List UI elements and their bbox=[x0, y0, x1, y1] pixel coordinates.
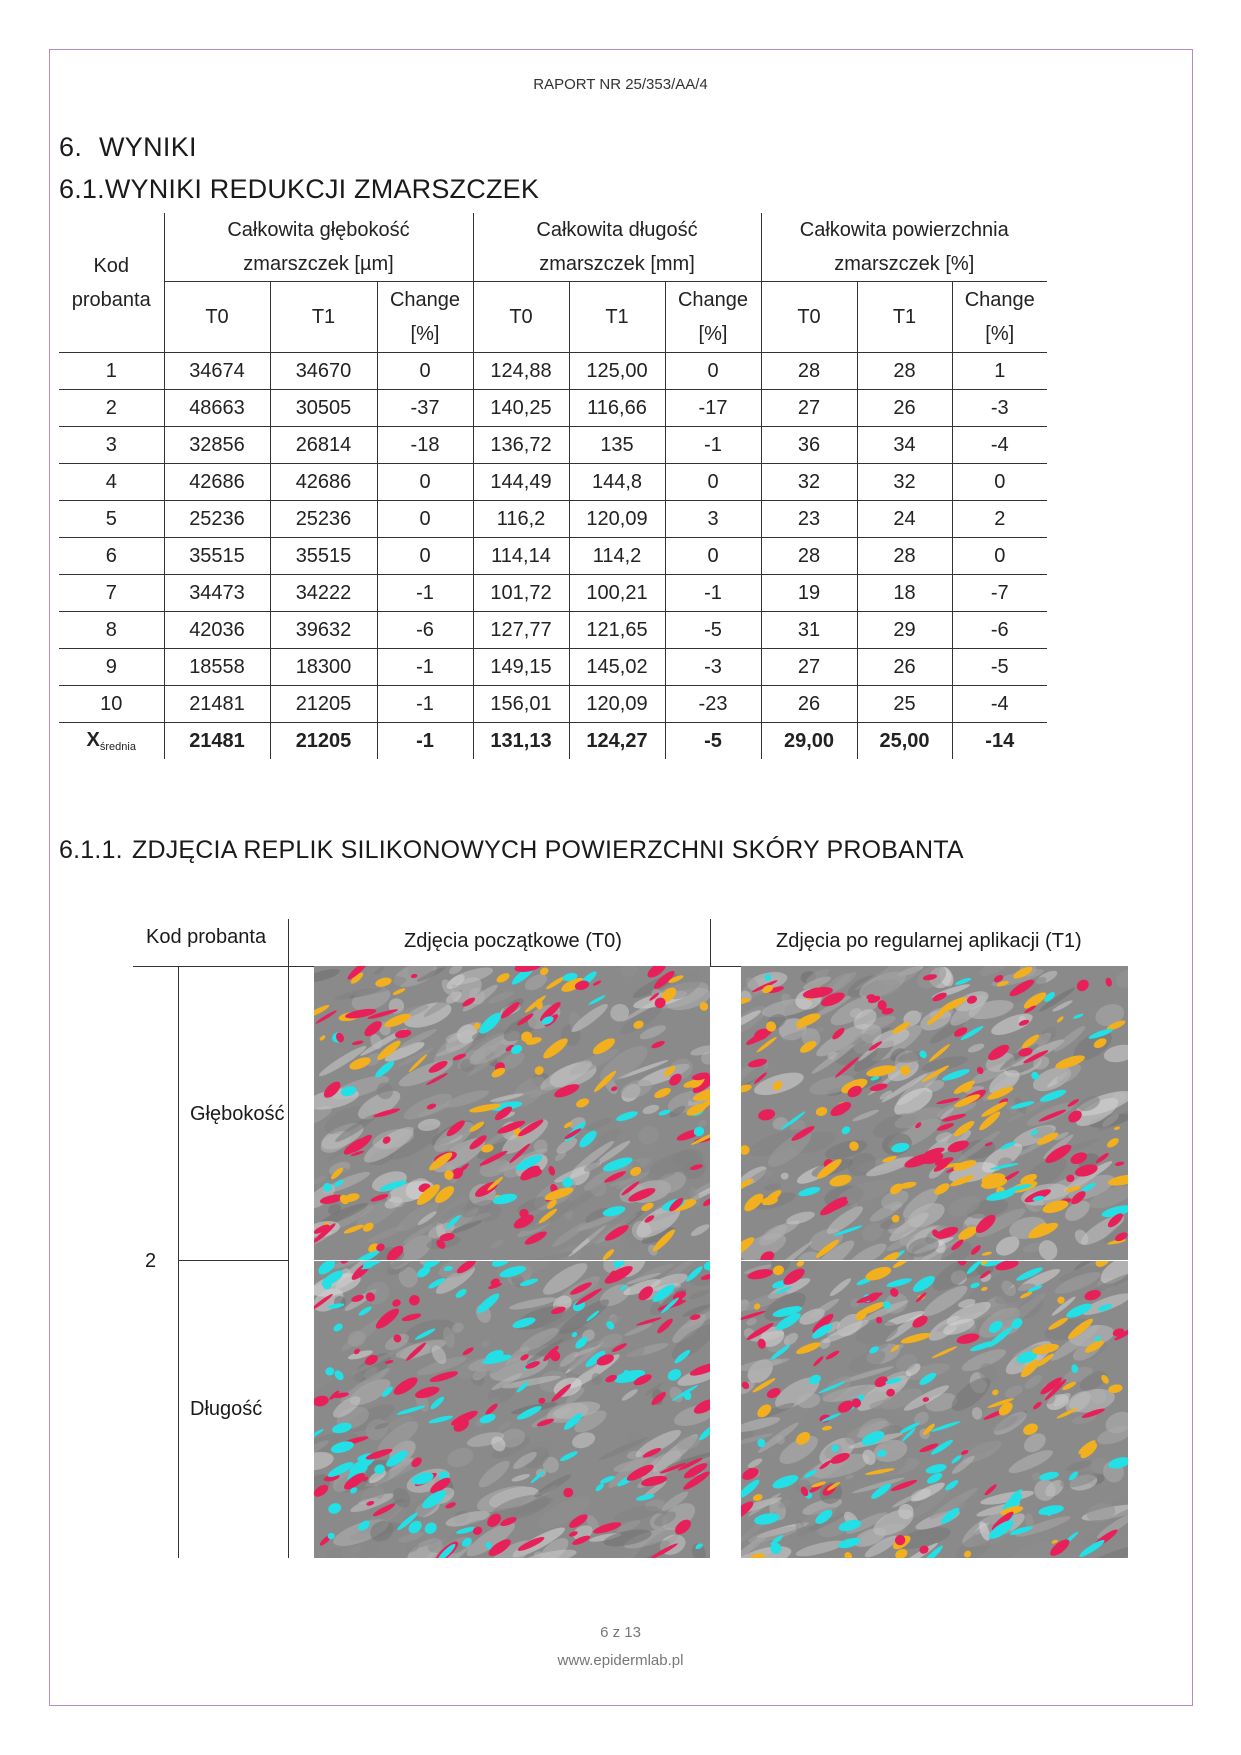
section-number: 6. bbox=[59, 132, 83, 162]
table-cell: 120,09 bbox=[569, 686, 665, 723]
t0-column-header: Zdjęcia początkowe (T0) bbox=[404, 930, 622, 952]
table-cell: -6 bbox=[377, 612, 473, 649]
row-code: 8 bbox=[59, 612, 164, 649]
table-row bbox=[59, 464, 1047, 501]
row-code: 1 bbox=[59, 353, 164, 390]
table-cell: -37 bbox=[377, 390, 473, 427]
table-cell: 39632 bbox=[270, 612, 377, 649]
table-cell: 26 bbox=[857, 649, 952, 686]
table-row bbox=[59, 353, 1047, 390]
average-label: $X_{średnia}$ bbox=[86, 728, 136, 753]
photos-heading bbox=[59, 836, 964, 865]
section-title: WYNIKI bbox=[99, 132, 197, 162]
table-cell: 28 bbox=[857, 353, 952, 390]
t1-column-header: Zdjęcia po regularnej aplikacji (T1) bbox=[776, 930, 1082, 952]
table-cell: 21205 bbox=[270, 686, 377, 723]
table-cell: 0 bbox=[665, 353, 761, 390]
table-cell: -4 bbox=[952, 427, 1047, 464]
table-cell: 32 bbox=[761, 464, 857, 501]
table-cell: 32856 bbox=[164, 427, 270, 464]
table-cell: 114,2 bbox=[569, 538, 665, 575]
table-row bbox=[59, 649, 1047, 686]
table-cell: -5 bbox=[952, 649, 1047, 686]
table-cell: 0 bbox=[952, 464, 1047, 501]
table-cell: 0 bbox=[377, 464, 473, 501]
subheader-t0: T0 bbox=[164, 282, 270, 353]
subheader-t1: T1 bbox=[270, 282, 377, 353]
table-cell: 140,25 bbox=[473, 390, 569, 427]
subheader-t1: T1 bbox=[857, 282, 952, 353]
table-cell: 18 bbox=[857, 575, 952, 612]
row-code: 7 bbox=[59, 575, 164, 612]
grid-line bbox=[288, 966, 289, 1558]
grid-line bbox=[288, 919, 289, 967]
row-code: 2 bbox=[59, 390, 164, 427]
table-row bbox=[59, 612, 1047, 649]
table-row bbox=[59, 686, 1047, 723]
table-cell: 0 bbox=[377, 353, 473, 390]
table-cell: 156,01 bbox=[473, 686, 569, 723]
table-cell: 26814 bbox=[270, 427, 377, 464]
row-code: 3 bbox=[59, 427, 164, 464]
table-row bbox=[59, 427, 1047, 464]
table-cell: -18 bbox=[377, 427, 473, 464]
section-heading bbox=[59, 132, 197, 163]
table-cell: 21481 bbox=[164, 686, 270, 723]
table-cell: 0 bbox=[665, 538, 761, 575]
table-cell: 28 bbox=[761, 353, 857, 390]
table-cell: 34674 bbox=[164, 353, 270, 390]
kod-probanta-label: Kod probanta bbox=[146, 926, 267, 948]
subheader-change: Change [%] bbox=[377, 282, 473, 353]
table-cell: 125,00 bbox=[569, 353, 665, 390]
subject-code: 2 bbox=[145, 1250, 157, 1272]
photos-title: ZDJĘCIA REPLIK SILIKONOWYCH POWIERZCHNI SKÓRY PROBANTA bbox=[132, 836, 964, 864]
table-cell: 30505 bbox=[270, 390, 377, 427]
average-row bbox=[59, 723, 1047, 760]
table-cell: 25 bbox=[857, 686, 952, 723]
table-cell: 0 bbox=[377, 538, 473, 575]
table-cell: 34670 bbox=[270, 353, 377, 390]
subheader-change: Change [%] bbox=[665, 282, 761, 353]
table-cell: 116,66 bbox=[569, 390, 665, 427]
table-cell: 48663 bbox=[164, 390, 270, 427]
report-number: RAPORT NR 25/353/AA/4 bbox=[533, 76, 708, 93]
table-cell: 100,21 bbox=[569, 575, 665, 612]
table-cell: 1 bbox=[952, 353, 1047, 390]
table-cell: 120,09 bbox=[569, 501, 665, 538]
row-code: 4 bbox=[59, 464, 164, 501]
table-cell: 19 bbox=[761, 575, 857, 612]
group-area-header: Całkowita powierzchnia zmarszczek [%] bbox=[761, 213, 1047, 282]
table-cell: 0 bbox=[665, 464, 761, 501]
table-cell: 24 bbox=[857, 501, 952, 538]
kod-header-line2: probanta bbox=[71, 289, 151, 311]
table-cell: 42036 bbox=[164, 612, 270, 649]
results-table bbox=[59, 213, 1047, 759]
grid-line bbox=[178, 966, 179, 1558]
table-cell: -3 bbox=[952, 390, 1047, 427]
table-cell: 42686 bbox=[270, 464, 377, 501]
table-cell: 18558 bbox=[164, 649, 270, 686]
photo-separator bbox=[314, 1260, 1128, 1261]
table-cell: 34473 bbox=[164, 575, 270, 612]
table-cell: -1 bbox=[377, 686, 473, 723]
table-cell: 135 bbox=[569, 427, 665, 464]
table-cell: 3 bbox=[665, 501, 761, 538]
table-cell: 2 bbox=[952, 501, 1047, 538]
photo-depth-t0 bbox=[314, 966, 710, 1260]
table-cell: 27 bbox=[761, 649, 857, 686]
grid-line bbox=[710, 919, 711, 967]
average-cell: -1 bbox=[377, 723, 473, 760]
table-cell: 29 bbox=[857, 612, 952, 649]
table-cell: 144,49 bbox=[473, 464, 569, 501]
table-cell: 18300 bbox=[270, 649, 377, 686]
average-cell: 29,00 bbox=[761, 723, 857, 760]
table-row bbox=[59, 501, 1047, 538]
table-cell: 26 bbox=[761, 686, 857, 723]
average-cell: 21205 bbox=[270, 723, 377, 760]
table-cell: 127,77 bbox=[473, 612, 569, 649]
table-row bbox=[59, 390, 1047, 427]
table-cell: -1 bbox=[377, 575, 473, 612]
table-cell: 145,02 bbox=[569, 649, 665, 686]
photo-length-t0 bbox=[314, 1260, 710, 1558]
grid-line bbox=[133, 966, 288, 967]
table-cell: 25236 bbox=[164, 501, 270, 538]
table-cell: -7 bbox=[952, 575, 1047, 612]
depth-row-label: Głębokość bbox=[190, 1103, 285, 1125]
table-cell: -1 bbox=[665, 427, 761, 464]
row-code: 6 bbox=[59, 538, 164, 575]
table-cell: 101,72 bbox=[473, 575, 569, 612]
table-cell: 0 bbox=[952, 538, 1047, 575]
table-cell: 32 bbox=[857, 464, 952, 501]
table-cell: 42686 bbox=[164, 464, 270, 501]
photo-length-t1 bbox=[741, 1260, 1128, 1558]
group-length-header: Całkowita długość zmarszczek [mm] bbox=[473, 213, 761, 282]
subheader-t0: T0 bbox=[761, 282, 857, 353]
row-code: 9 bbox=[59, 649, 164, 686]
table-cell: 116,2 bbox=[473, 501, 569, 538]
footer-url: www.epidermlab.pl bbox=[557, 1652, 684, 1669]
table-cell: 35515 bbox=[270, 538, 377, 575]
average-cell: -14 bbox=[952, 723, 1047, 760]
subheader-change: Change [%] bbox=[952, 282, 1047, 353]
table-cell: 25236 bbox=[270, 501, 377, 538]
table-cell: 28 bbox=[761, 538, 857, 575]
row-code: 5 bbox=[59, 501, 164, 538]
table-cell: -5 bbox=[665, 612, 761, 649]
table-cell: 124,88 bbox=[473, 353, 569, 390]
kod-header bbox=[59, 213, 164, 353]
average-cell: 124,27 bbox=[569, 723, 665, 760]
length-row-label: Długość bbox=[190, 1398, 263, 1420]
table-cell: -3 bbox=[665, 649, 761, 686]
average-cell: 21481 bbox=[164, 723, 270, 760]
kod-header-line1: Kod bbox=[93, 255, 130, 277]
average-cell: 25,00 bbox=[857, 723, 952, 760]
table-row bbox=[59, 575, 1047, 612]
subheader-t1: T1 bbox=[569, 282, 665, 353]
table-cell: -17 bbox=[665, 390, 761, 427]
table-cell: -6 bbox=[952, 612, 1047, 649]
table-cell: 31 bbox=[761, 612, 857, 649]
average-cell: -5 bbox=[665, 723, 761, 760]
subsection-heading: 6.1.WYNIKI REDUKCJI ZMARSZCZEK bbox=[59, 174, 540, 204]
table-row bbox=[59, 538, 1047, 575]
subheader-t0: T0 bbox=[473, 282, 569, 353]
table-cell: 149,15 bbox=[473, 649, 569, 686]
table-cell: 26 bbox=[857, 390, 952, 427]
table-cell: -4 bbox=[952, 686, 1047, 723]
table-cell: 114,14 bbox=[473, 538, 569, 575]
photos-number: 6.1.1. bbox=[59, 836, 123, 864]
table-cell: -1 bbox=[665, 575, 761, 612]
group-depth-header: Całkowita głębokość zmarszczek [µm] bbox=[164, 213, 473, 282]
photo-depth-t1 bbox=[741, 966, 1128, 1260]
table-cell: 36 bbox=[761, 427, 857, 464]
table-cell: 121,65 bbox=[569, 612, 665, 649]
table-cell: 144,8 bbox=[569, 464, 665, 501]
table-cell: 0 bbox=[377, 501, 473, 538]
table-cell: 28 bbox=[857, 538, 952, 575]
table-cell: 35515 bbox=[164, 538, 270, 575]
table-cell: 136,72 bbox=[473, 427, 569, 464]
table-cell: 34222 bbox=[270, 575, 377, 612]
grid-line bbox=[178, 1260, 288, 1261]
table-cell: 23 bbox=[761, 501, 857, 538]
table-cell: 34 bbox=[857, 427, 952, 464]
table-cell: 27 bbox=[761, 390, 857, 427]
table-cell: -23 bbox=[665, 686, 761, 723]
table-cell: -1 bbox=[377, 649, 473, 686]
row-code: 10 bbox=[59, 686, 164, 723]
average-cell: 131,13 bbox=[473, 723, 569, 760]
page-number: 6 z 13 bbox=[600, 1624, 641, 1641]
